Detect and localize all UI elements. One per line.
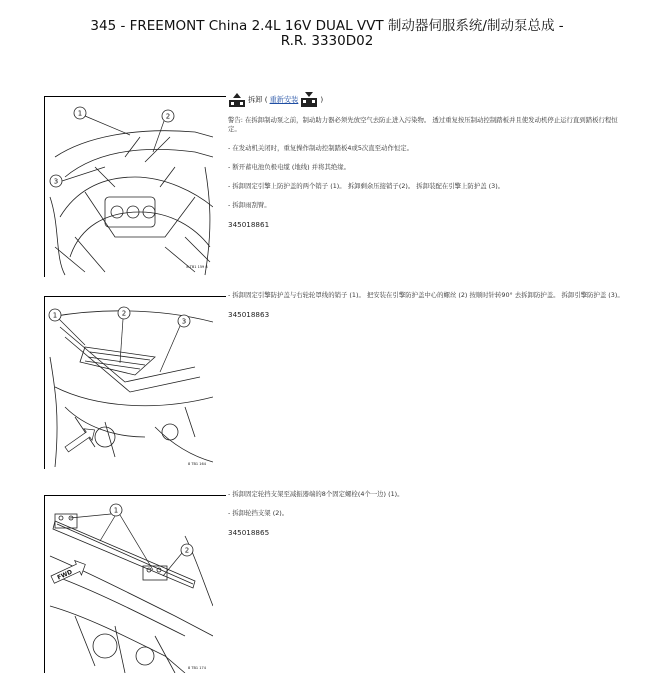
separator (212, 96, 226, 97)
callout-label-3: 3 (181, 317, 187, 326)
page-title: 345 - FREEMONT China 2.4L 16V DUAL VVT 制动器伺服系统/制动泵总成 - (90, 18, 564, 34)
callout-label-3: 3 (53, 177, 59, 186)
section-3-text (228, 490, 628, 547)
section-2-text (228, 291, 628, 329)
figure-code: 8 TB1 174 (188, 666, 206, 670)
remove-icon[interactable] (228, 92, 246, 108)
page-subtitle: R.R. 3330D02 (280, 33, 374, 49)
procedure-toolbar (228, 92, 628, 108)
remove-label: 拆卸 ( (248, 95, 268, 104)
figure-reference: 345018863 (228, 310, 270, 319)
figure-strut-tower-brace (44, 495, 213, 673)
step-text: - 断开蓄电池负极电缆 (地线) 并将其绝缘。 (228, 163, 351, 171)
callout-label-2: 2 (165, 112, 171, 121)
step-text: - 在发动机关闭时，重复操作制动控制踏板4或5次直至动作恒定。 (228, 144, 414, 152)
step-text: - 拆卸轮挡支架 (2)。 (228, 509, 289, 517)
fwd-label: FWD (56, 568, 74, 582)
warning-text: 警告: 在拆卸制动泵之前，制动助力器必须先放空气去防止进入污染物。 透过重复按压制动控制踏板并且使发动机停止运行直到踏板行程恒定。 (228, 116, 618, 133)
callout-label-1: 1 (52, 311, 58, 320)
figure-code: 8 TB1 164 (188, 462, 206, 466)
figure-reference: 345018861 (228, 220, 270, 229)
install-icon[interactable] (300, 92, 318, 108)
step-text: - 拆卸固定引擎上防护盖的两个销子 (1)。 拆卸剩余压接销子(2)。 拆卸装配在引擎上防护盖 (3)。 (228, 182, 505, 190)
callout-label-2: 2 (184, 546, 190, 555)
step-text: - 拆卸固定轮挡支架至减振器端的8个固定螺栓(4个一边) (1)。 (228, 490, 404, 498)
close-paren: ) (320, 95, 324, 104)
figure-cowl-cover (44, 296, 213, 469)
step-text: - 拆卸雨刮臂。 (228, 201, 271, 209)
reinstall-link[interactable]: 重新安装 (269, 95, 299, 104)
section-1-text (228, 92, 628, 239)
figure-engine-cover (44, 96, 213, 277)
callout-label-1: 1 (113, 506, 119, 515)
step-text: - 拆卸固定引擎防护盖与右轮轮罩线的销子 (1)。 把安装在引擎防护盖中心的螺丝 (2) 按顺时针转90° 去拆卸防护盖。 拆卸引擎防护盖 (3)。 (228, 291, 624, 299)
callout-label-2: 2 (121, 309, 127, 318)
separator (212, 296, 226, 297)
figure-code: 8 TB1 159 8 (186, 265, 208, 269)
figure-reference: 345018865 (228, 528, 270, 537)
separator (212, 495, 226, 496)
callout-label-1: 1 (77, 109, 83, 118)
